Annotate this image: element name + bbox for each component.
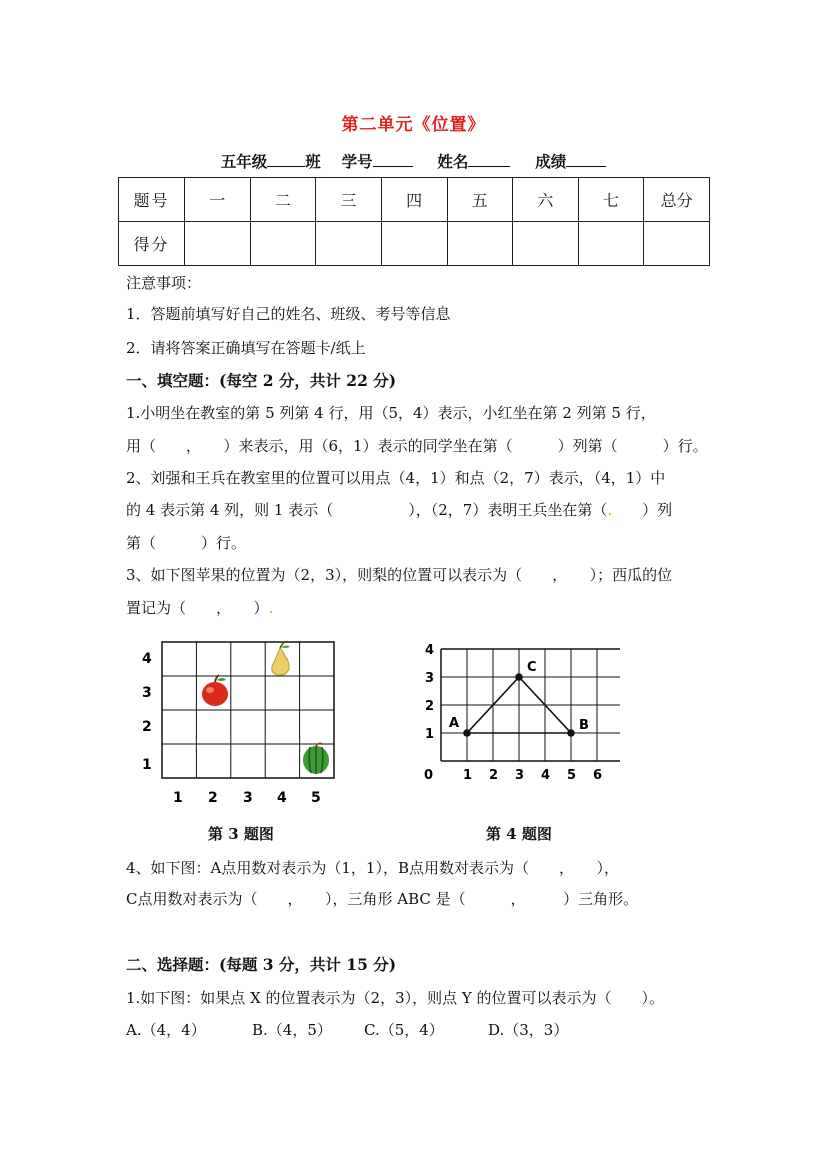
header-cell: 总分 (644, 178, 710, 222)
notes-heading: 注意事项： (126, 274, 202, 292)
option-b[interactable]: B.（4，5） (252, 1021, 332, 1039)
figure-4-triangle-grid (420, 640, 620, 790)
class-label: 班 (305, 152, 321, 171)
question-text: 2、刘强和王兵在教室里的位置可以用点（4，1）和点（2，7）表示，（4，1）中 (126, 469, 666, 487)
figure-3-fruit-grid (130, 636, 350, 816)
page-title: 第二单元《位置》 (341, 115, 486, 135)
fig4-point-label: C (527, 660, 537, 675)
stray-mark: . (607, 501, 613, 519)
fig3-x-tick: 4 (277, 790, 287, 806)
student-id-blank[interactable] (373, 150, 413, 167)
header-cell: 七 (578, 178, 644, 222)
grade-label: 五年级 (220, 152, 268, 171)
fig4-point (567, 729, 575, 737)
class-blank[interactable] (267, 150, 305, 167)
score-cell[interactable] (250, 222, 316, 266)
section2-heading: 二、选择题：(每题 3 分，共计 15 分) (126, 955, 397, 974)
score-label: 成绩 (535, 152, 567, 171)
fig4-y-tick: 2 (425, 699, 435, 714)
score-blank[interactable] (566, 150, 606, 167)
figure-4-caption: 第 4 题图 (486, 825, 552, 843)
note-item: 2．请将答案正确填写在答题卡/纸上 (126, 339, 366, 357)
score-cell[interactable] (381, 222, 447, 266)
header-cell: 三 (316, 178, 382, 222)
option-a[interactable]: A.（4，4） (126, 1021, 206, 1039)
fig4-x-tick: 3 (515, 768, 525, 783)
header-cell: 四 (381, 178, 447, 222)
header-cell: 二 (250, 178, 316, 222)
score-table (118, 177, 710, 266)
note-item: 1．答题前填写好自己的姓名、班级、考号等信息 (126, 305, 451, 323)
watermelon-icon (303, 743, 329, 774)
row-label-cell: 得分 (119, 222, 185, 266)
score-table-score-row (119, 222, 710, 266)
fig4-x-tick: 6 (593, 768, 603, 783)
section1-heading: 一、填空题：(每空 2 分，共计 22 分) (126, 371, 397, 390)
figure-3-caption: 第 3 题图 (208, 825, 274, 843)
fig4-x-tick: 0 (424, 768, 434, 783)
fig4-x-tick: 2 (489, 768, 499, 783)
fig3-x-tick: 2 (208, 790, 218, 806)
options-row (126, 1019, 598, 1040)
question-text (126, 597, 273, 618)
score-cell[interactable] (578, 222, 644, 266)
name-blank[interactable] (468, 150, 510, 167)
question-text: 1.如下图：如果点 X 的位置表示为（2，3），则点 Y 的位置可以表示为（ ）。 (126, 989, 665, 1007)
fig3-y-tick: 1 (142, 757, 152, 773)
header-cell: 一 (185, 178, 251, 222)
question-text: C点用数对表示为（ ， ），三角形 ABC 是（ ， ）三角形。 (126, 890, 639, 908)
fig3-y-tick: 4 (142, 651, 152, 667)
question-text: 3、如下图苹果的位置为（2，3），则梨的位置可以表示为（ ， ）；西瓜的位 (126, 566, 673, 584)
fig3-y-tick: 2 (142, 719, 152, 735)
option-d[interactable]: D.（3，3） (488, 1021, 569, 1039)
question-text-part: 置记为（ ， ） (126, 599, 269, 617)
score-cell[interactable] (185, 222, 251, 266)
question-text (126, 499, 672, 520)
score-table-header-row (119, 178, 710, 222)
question-text: 用（ ， ）来表示，用（6，1）表示的同学坐在第（ ）列第（ ）行。 (126, 437, 708, 455)
fig4-y-tick: 1 (425, 727, 435, 742)
question-text: 第（ ）行。 (126, 534, 247, 552)
student-info-line (0, 150, 827, 172)
header-label-cell: 题号 (119, 178, 185, 222)
fig4-y-tick: 4 (425, 643, 435, 658)
score-cell[interactable] (447, 222, 513, 266)
score-cell[interactable] (644, 222, 710, 266)
pear-icon (272, 643, 290, 675)
stray-mark: . (268, 599, 274, 617)
fig4-point-label: A (449, 716, 460, 731)
fig3-x-tick: 3 (243, 790, 253, 806)
question-text: 4、如下图：A点用数对表示为（1，1），B点用数对表示为（ ， ）， (126, 859, 619, 877)
question-text-part: ）列 (612, 501, 673, 519)
question-text-part: 的 4 表示第 4 列，则 1 表示（ ），（2，7）表明王兵坐在第（ (126, 501, 608, 519)
apple-icon (202, 675, 228, 706)
fig4-x-tick: 5 (567, 768, 577, 783)
fig4-point (515, 673, 523, 681)
fig3-x-tick: 5 (311, 790, 321, 806)
header-cell: 五 (447, 178, 513, 222)
fig3-x-tick: 1 (173, 790, 183, 806)
score-cell[interactable] (316, 222, 382, 266)
fig3-y-tick: 3 (142, 685, 152, 701)
score-cell[interactable] (513, 222, 579, 266)
option-c[interactable]: C.（5，4） (364, 1021, 444, 1039)
question-text: 1.小明坐在教室的第 5 列第 4 行，用（5，4）表示，小红坐在第 2 列第 5 行， (126, 404, 656, 422)
fig4-x-tick: 1 (463, 768, 473, 783)
fig4-ticks (424, 643, 602, 783)
student-id-label: 学号 (341, 152, 373, 171)
fig4-x-tick: 4 (541, 768, 551, 783)
fig4-point-label: B (579, 718, 589, 733)
name-label: 姓名 (437, 152, 469, 171)
header-cell: 六 (513, 178, 579, 222)
fig4-point (463, 729, 471, 737)
fig4-y-tick: 3 (425, 671, 435, 686)
